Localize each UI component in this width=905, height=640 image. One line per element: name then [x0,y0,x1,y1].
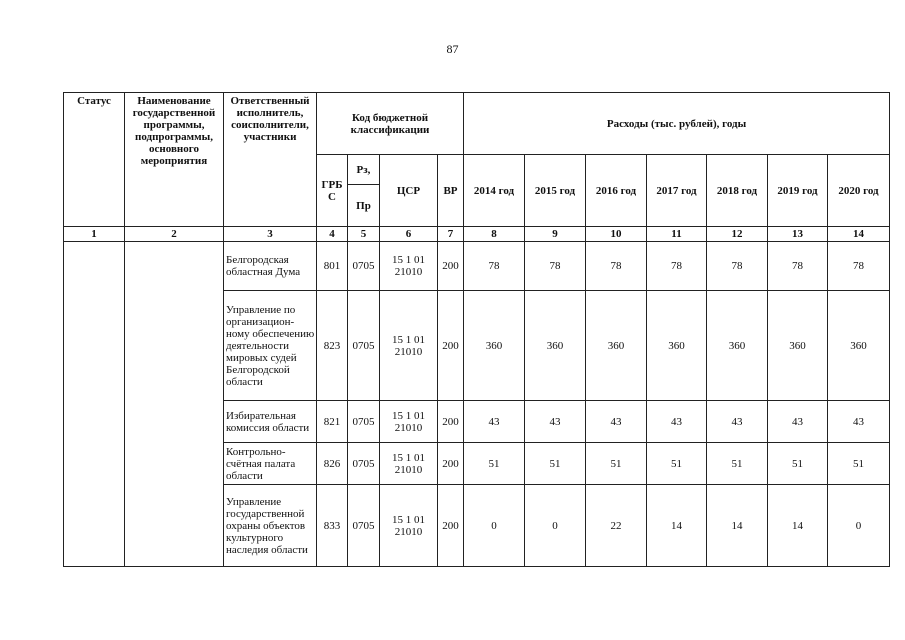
vr-cell: 200 [438,485,464,567]
value-cell: 78 [525,242,586,291]
column-number: 5 [348,227,380,242]
budget-table [63,92,890,567]
column-number: 7 [438,227,464,242]
value-cell: 43 [647,401,707,443]
value-cell: 360 [647,291,707,401]
csr-line: 15 1 01 [392,513,425,526]
value-cell: 360 [464,291,525,401]
csr-cell [380,401,438,443]
header-vr: ВР [438,155,464,227]
csr-line: 21010 [394,345,423,358]
value-cell: 78 [768,242,828,291]
csr-line: 21010 [394,266,423,278]
executor-cell: Белгородская областная Дума [224,242,317,291]
value-cell: 360 [525,291,586,401]
value-cell: 78 [707,242,768,291]
value-cell: 0 [828,485,890,567]
header-pr: Пр [348,185,380,227]
csr-line: 21010 [394,421,423,434]
value-cell: 78 [647,242,707,291]
column-number: 13 [768,227,828,242]
value-cell: 43 [586,401,647,443]
header-year: 2017 год [647,155,707,227]
csr-cell [380,485,438,567]
value-cell: 0 [525,485,586,567]
grbs-cell: 823 [317,291,348,401]
column-number: 2 [125,227,224,242]
header-name: Наименование государственной программы, подпрограммы, основного мероприятия [125,93,224,227]
header-executor: Ответственный исполнитель, соисполнители, участники [224,93,317,227]
value-cell: 78 [464,242,525,291]
header-budget-code: Код бюджетной классификации [317,93,464,155]
csr-line: 21010 [394,463,423,476]
value-cell: 43 [768,401,828,443]
status-cell [64,242,125,567]
csr-line: 15 1 01 [392,254,425,266]
grbs-cell: 826 [317,443,348,485]
rzpr-cell: 0705 [348,242,380,291]
value-cell: 78 [586,242,647,291]
value-cell: 51 [828,443,890,485]
csr-line: 15 1 01 [392,451,425,464]
value-cell: 51 [464,443,525,485]
value-cell: 43 [525,401,586,443]
column-number: 8 [464,227,525,242]
value-cell: 360 [707,291,768,401]
value-cell: 14 [768,485,828,567]
value-cell: 22 [586,485,647,567]
executor-cell: Управление государственной охраны объектов культурного наследия области [224,485,317,567]
value-cell: 360 [768,291,828,401]
column-number: 9 [525,227,586,242]
csr-cell [380,443,438,485]
header-expenses: Расходы (тыс. рублей), годы [464,93,890,155]
rzpr-cell: 0705 [348,291,380,401]
value-cell: 51 [768,443,828,485]
header-csr: ЦСР [380,155,438,227]
header-status: Статус [64,93,125,227]
rzpr-cell: 0705 [348,443,380,485]
table-row [64,242,890,291]
header-year: 2014 год [464,155,525,227]
column-number: 10 [586,227,647,242]
value-cell: 0 [464,485,525,567]
value-cell: 360 [586,291,647,401]
column-number: 6 [380,227,438,242]
header-rz: Рз, [348,155,380,185]
column-number: 11 [647,227,707,242]
column-number: 4 [317,227,348,242]
csr-line: 15 1 01 [392,333,425,346]
rzpr-cell: 0705 [348,401,380,443]
value-cell: 51 [647,443,707,485]
vr-cell: 200 [438,401,464,443]
vr-cell: 200 [438,242,464,291]
value-cell: 360 [828,291,890,401]
column-number: 1 [64,227,125,242]
vr-cell: 200 [438,443,464,485]
csr-cell [380,242,438,291]
vr-cell: 200 [438,291,464,401]
header-year: 2019 год [768,155,828,227]
executor-cell: Избирательная комиссия области [224,401,317,443]
header-year: 2018 год [707,155,768,227]
value-cell: 14 [647,485,707,567]
value-cell: 43 [464,401,525,443]
csr-cell [380,291,438,401]
column-number-row [64,227,890,242]
executor-cell: Контрольно-счётная палата области [224,443,317,485]
header-year: 2020 год [828,155,890,227]
column-number: 14 [828,227,890,242]
rzpr-cell: 0705 [348,485,380,567]
name-cell [125,242,224,567]
value-cell: 51 [525,443,586,485]
value-cell: 51 [586,443,647,485]
grbs-cell: 821 [317,401,348,443]
value-cell: 51 [707,443,768,485]
column-number: 12 [707,227,768,242]
value-cell: 78 [828,242,890,291]
page-number: 87 [446,42,459,56]
header-year: 2015 год [525,155,586,227]
grbs-cell: 833 [317,485,348,567]
executor-cell: Управление по организацион-ному обеспечению деятельности мировых судей Белгородской области [224,291,317,401]
header-grbs: ГРБ С [317,155,348,227]
grbs-cell: 801 [317,242,348,291]
header-year: 2016 год [586,155,647,227]
value-cell: 14 [707,485,768,567]
csr-line: 15 1 01 [392,409,425,422]
column-number: 3 [224,227,317,242]
csr-line: 21010 [394,525,423,538]
value-cell: 43 [828,401,890,443]
value-cell: 43 [707,401,768,443]
